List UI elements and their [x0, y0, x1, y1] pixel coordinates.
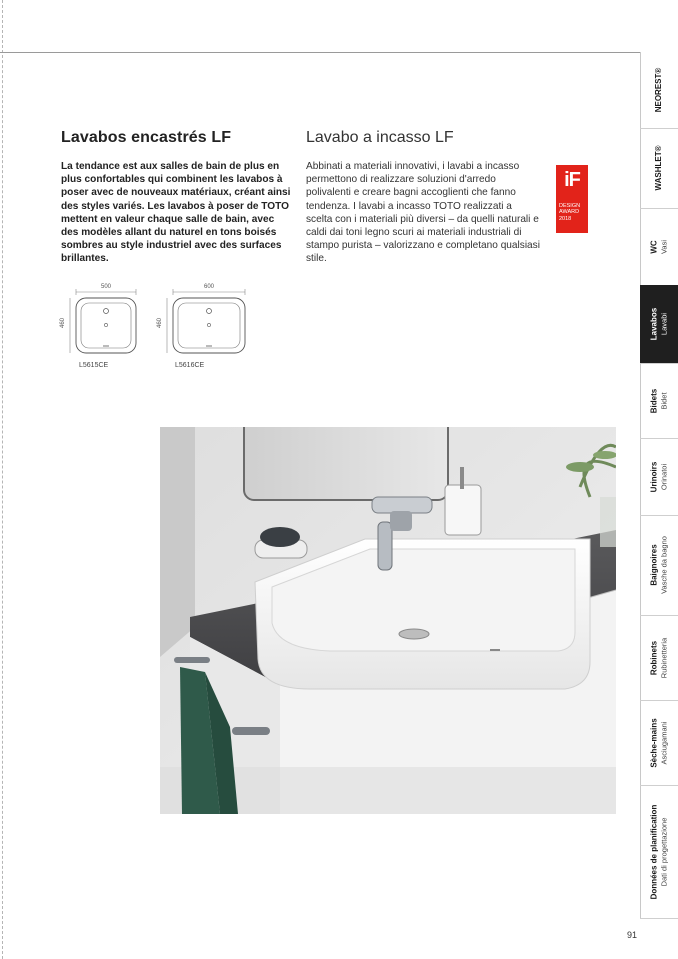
width-dimension-2: 600	[204, 284, 215, 290]
page-number: 91	[627, 930, 638, 940]
tab-robinets-sublabel: Rubinetteria	[659, 637, 669, 678]
tab-washlet[interactable]	[640, 128, 678, 209]
tab-wc-sublabel: Vasi	[659, 239, 669, 254]
tab-baignoires[interactable]	[640, 515, 678, 616]
binding-dashed-line	[2, 0, 3, 959]
tab-donnees-label: Données de planification	[649, 804, 659, 899]
section-tabs	[640, 52, 678, 918]
body-italian: Abbinati a materiali innovativi, i lavabi a incasso permettono di realizzare soluzioni d'arredo polivalenti e creare bagni accoglienti che fanno tendenza. I lavabi a incasso TOTO realizzati a scelta con i materiali più diversi – da quelli naturali e caldi dai toni legno scuri ai materiali industriali di stampo purista – valorizzano e completano qualsiasi stile.	[306, 161, 540, 265]
tab-seche-mains-sublabel: Asciugamani	[659, 721, 669, 764]
tab-neorest[interactable]	[640, 52, 678, 129]
body-french: La tendance est aux salles de bain de plus en plus confortables qui combinent les lavabos à poser avec de nouveaux matériaux, créant ainsi des styles variés. Les lavabos à poser de TOTO mettent en valeur chaque salle de bain, avec des modèles allant du naturel en tons boisés sombres au style industriel avec des surfaces brillantes.	[61, 161, 291, 265]
tab-lavabos[interactable]	[640, 285, 678, 364]
tab-donnees-sublabel: Dati di progettazione	[659, 817, 669, 886]
tab-wc[interactable]	[640, 208, 678, 286]
tab-seche-mains-label: Sèche-mains	[649, 717, 659, 768]
tab-donnees-de-planification[interactable]	[640, 785, 678, 919]
award-text: DESIGN AWARD 2018	[559, 203, 581, 222]
if-design-award-badge	[556, 165, 588, 233]
tab-lavabos-label: Lavabos	[649, 307, 659, 341]
tab-robinets[interactable]	[640, 615, 678, 701]
bathroom-scene-illustration	[160, 427, 616, 814]
tab-wc-label: WC	[649, 239, 659, 254]
basin-drawing-2-graphic	[163, 285, 253, 357]
tab-bidets[interactable]	[640, 363, 678, 439]
tab-washlet-label: WASHLET®	[654, 145, 663, 191]
header-rule	[0, 52, 640, 53]
if-logo: iF	[564, 169, 580, 191]
product-photo	[160, 427, 616, 814]
model-code-2: L5616CE	[175, 362, 205, 369]
tab-bidets-sublabel: Bidet	[659, 391, 669, 410]
depth-dimension-1: 460	[60, 317, 67, 329]
tab-seche-mains[interactable]	[640, 700, 678, 786]
title-italian: Lavabo a incasso LF	[306, 129, 454, 146]
basin-drawing-1-graphic	[66, 285, 146, 357]
tab-urinoirs-label: Urinoirs	[649, 461, 659, 492]
tab-urinoirs[interactable]	[640, 438, 678, 516]
tab-neorest-label: NEOREST®	[654, 67, 663, 113]
title-french: Lavabos encastrés LF	[61, 129, 232, 146]
tab-baignoires-sublabel: Vasche da bagno	[659, 536, 669, 594]
tab-baignoires-label: Baignoires	[649, 544, 659, 586]
tab-urinoirs-sublabel: Orinatoi	[659, 463, 669, 490]
depth-dimension-2: 460	[157, 317, 164, 329]
tab-bidets-label: Bidets	[649, 388, 659, 413]
tab-robinets-label: Robinets	[649, 640, 659, 675]
tab-lavabos-sublabel: Lavabi	[659, 312, 669, 336]
model-code-1: L5615CE	[79, 362, 109, 369]
width-dimension-1: 500	[101, 284, 112, 290]
